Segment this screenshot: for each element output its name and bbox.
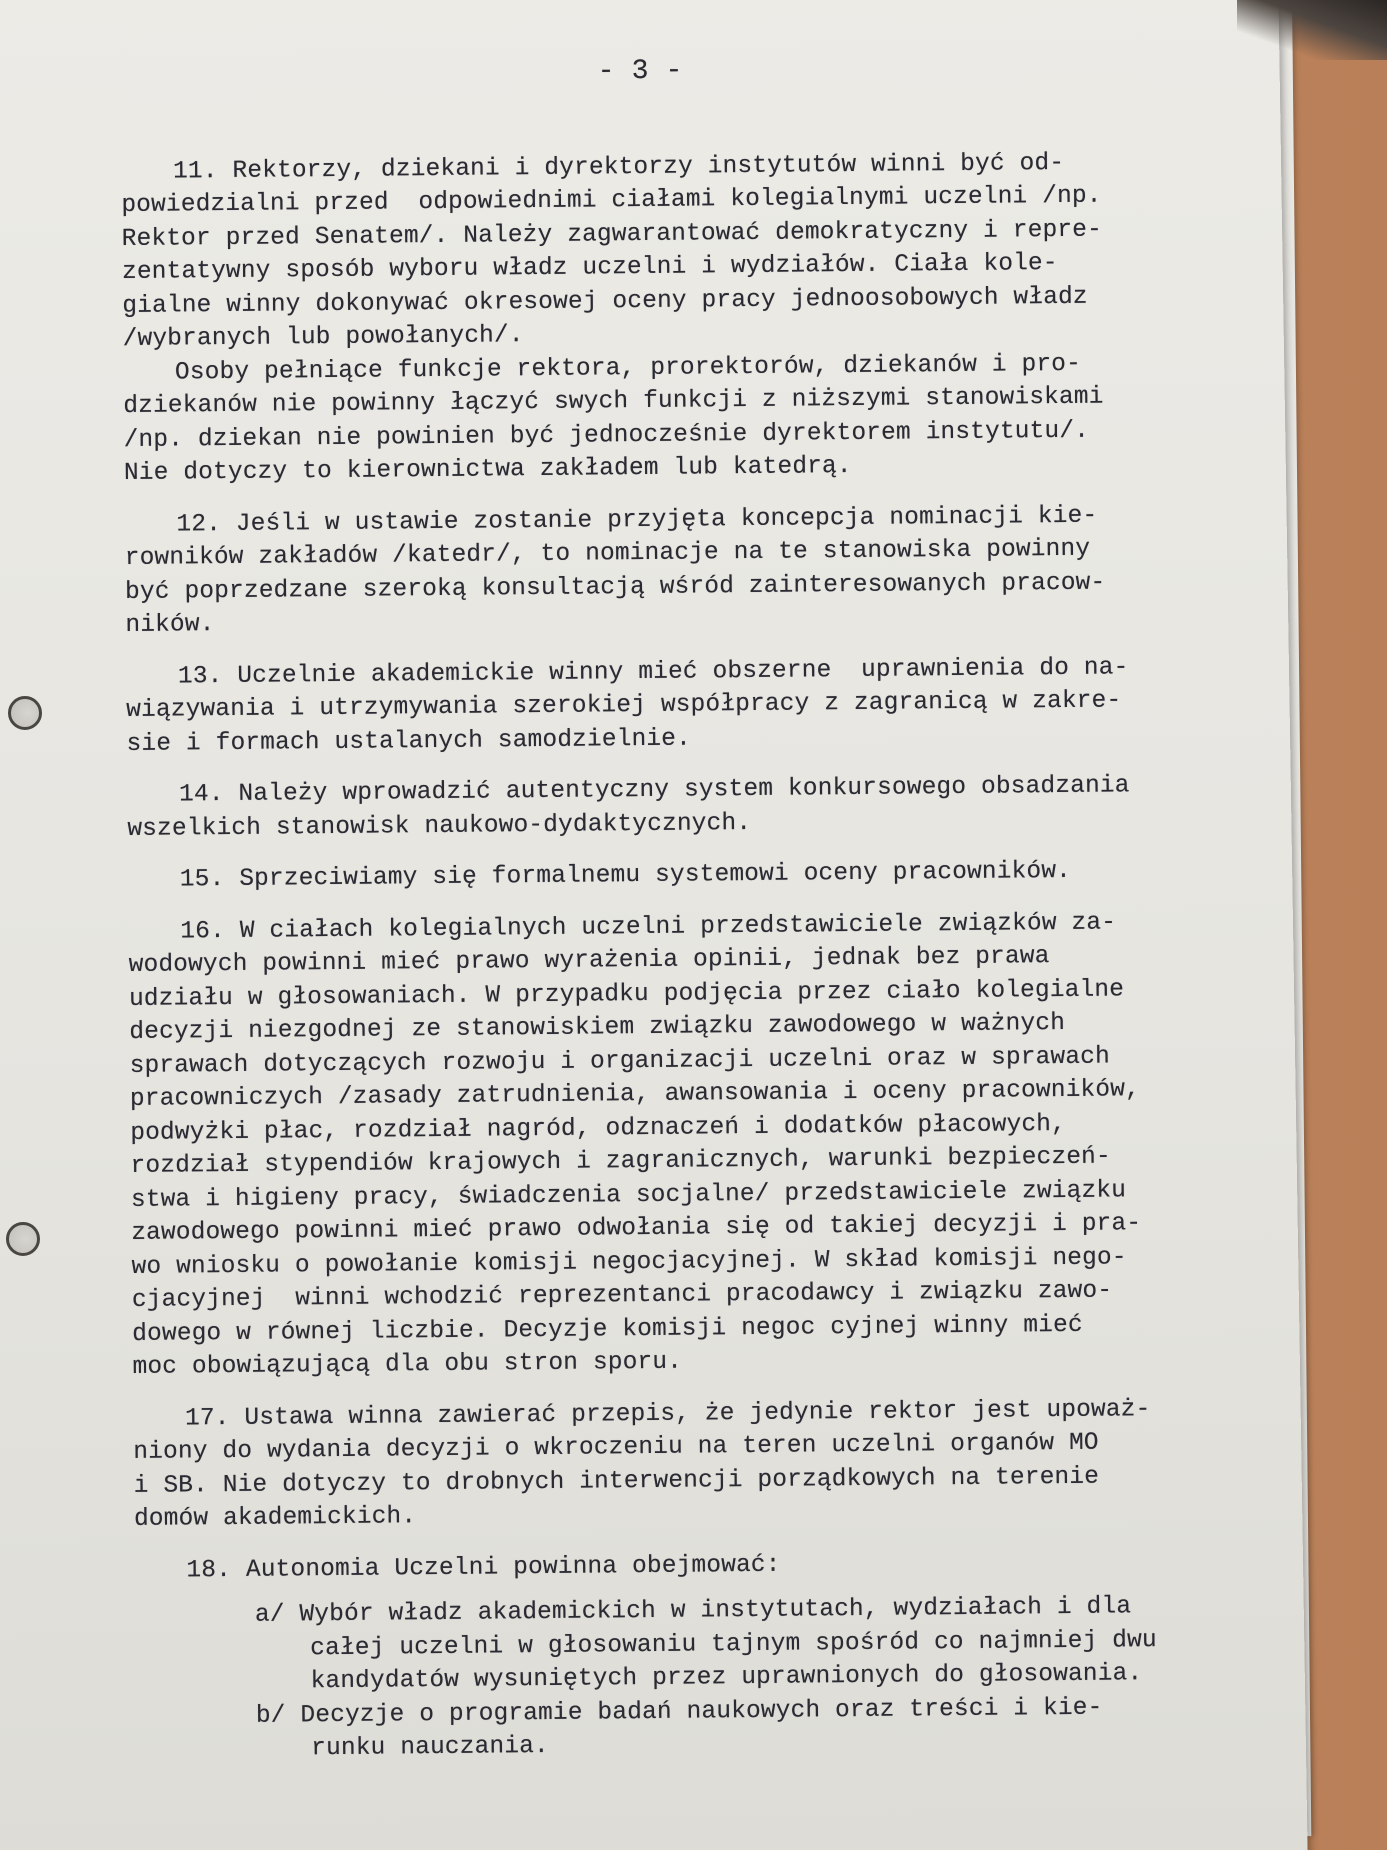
paragraph <box>126 649 1307 761</box>
text-line: 13. Uczelnie akademickie winny mieć obszerne uprawnienia do na- <box>177 653 1129 690</box>
text-line: rowników zakładów /katedr/, to nominacje na te stanowiska powinny <box>124 535 1091 572</box>
text-line: cjacyjnej winni wchodzić reprezentanci pracodawcy i związku zawo- <box>131 1277 1113 1314</box>
text-line: dziekanów nie powinny łączyć swych funkcji z niższymi stanowiskami <box>123 383 1104 420</box>
text-line: kandydatów wysuniętych przez uprawnionych do głosowania. <box>310 1660 1143 1696</box>
paragraph <box>128 853 1308 898</box>
typewritten-text <box>120 49 1316 1768</box>
text-line: wodowych powinni mieć prawo wyrażenia opinii, jednak bez prawa <box>128 943 1050 979</box>
paragraph <box>127 768 1308 846</box>
text-line: i SB. Nie dotyczy to drobnych interwencji porządkowych na terenie <box>133 1463 1100 1500</box>
paragraph-list <box>121 144 1315 1588</box>
text-line: a/ Wybór władz akademickich w instytutach, wydziałach i dla <box>254 1593 1132 1629</box>
punch-hole-icon <box>6 1222 40 1256</box>
text-line: wo wniosku o powołanie komisji negocjacyjnej. W skład komisji nego- <box>131 1243 1127 1281</box>
text-line: Nie dotyczy to kierownictwa zakładem lub katedrą. <box>123 452 852 487</box>
text-line: podwyżki płac, rozdział nagród, odznaczeń i dodatków płacowych, <box>130 1110 1067 1147</box>
text-line: 18. Autonomia Uczelni powinna obejmować: <box>186 1551 781 1584</box>
text-line: powiedzialni przed odpowiednimi ciałami kolegialnymi uczelni /np. <box>121 182 1102 219</box>
subitem-list <box>135 1589 1317 1768</box>
text-line: 17. Ustawa winna zawierać przepis, że jedynie rektor jest upoważ- <box>184 1395 1151 1432</box>
text-line: całej uczelni w głosowaniu tajnym spośród co najmniej dwu <box>310 1626 1157 1662</box>
paragraph <box>128 904 1312 1384</box>
text-line: 16. W ciałach kolegialnych uczelni przedstawiciele związków za- <box>180 908 1117 945</box>
text-line: pracowniczych /zasady zatrudnienia, awansowania i oceny pracowników, <box>129 1076 1141 1113</box>
paragraph <box>124 497 1305 642</box>
text-line: Rektor przed Senatem/. Należy zagwarantować demokratyczny i repre- <box>121 216 1103 253</box>
page-number: - 3 - <box>597 55 683 88</box>
text-line: moc obowiązującą dla obu stron sporu. <box>132 1348 683 1381</box>
text-line: 11. Rektorzy, dziekani i dyrektorzy instytutów winni być od- <box>172 149 1065 185</box>
text-line: sprawach dotyczących rozwoju i organizacji uczelni oraz w sprawach <box>129 1043 1111 1080</box>
text-line: b/ Decyzje o programie badań naukowych oraz treści i kie- <box>255 1694 1103 1730</box>
text-line: rozdział stypendiów krajowych i zagranicznych, warunki bezpieczeń- <box>130 1143 1111 1180</box>
text-line: domów akademickich. <box>133 1503 417 1533</box>
text-line: 12. Jeśli w ustawie zostanie przyjęta koncepcja nominacji kie- <box>176 502 1098 538</box>
text-line: Osoby pełniące funkcje rektora, prorektorów, dziekanów i pro- <box>174 350 1082 386</box>
text-line: runku nauczania. <box>311 1732 549 1763</box>
text-line: wiązywania i utrzymywania szerokiej współpracy z zagranicą w zakre- <box>126 687 1122 724</box>
text-line: udziału w głosowaniach. W przypadku podjęcia przez ciało kolegialne <box>128 975 1125 1013</box>
text-line: zentatywny sposób wyboru władz uczelni i wydziałów. Ciała kole- <box>121 250 1058 286</box>
paragraph <box>133 1391 1314 1536</box>
text-line: gialne winny dokonywać okresowej oceny pracy jednoosobowych władz <box>122 283 1088 320</box>
text-line: /np. dziekan nie powinien być jednocześnie dyrektorem instytutu/. <box>123 417 1090 454</box>
text-line: sie i formach ustalanych samodzielnie. <box>126 725 692 758</box>
text-line: ników. <box>125 611 215 639</box>
text-line: /wybranych lub powołanych/. <box>122 322 524 353</box>
text-line: zawodowego powinni mieć prawo odwołania się od takiej decyzji i pra- <box>131 1210 1142 1247</box>
text-line: stwa i higieny pracy, świadczenia socjalne/ przedstawiciele związku <box>130 1176 1127 1214</box>
paragraph <box>134 1543 1314 1588</box>
text-line: być poprzedzane szeroką konsultacją wśród zainteresowanych pracow- <box>124 569 1106 606</box>
sub-item <box>135 1589 1316 1701</box>
sub-item <box>136 1689 1317 1767</box>
text-line: 14. Należy wprowadzić autentyczny system konkursowego obsadzania <box>178 772 1130 809</box>
text-line: 15. Sprzeciwiamy się formalnemu systemowi oceny pracowników. <box>179 857 1072 894</box>
text-line: niony do wydania decyzji o wkroczeniu na teren uczelni organów MO <box>133 1429 1099 1466</box>
text-line: decyzji niezgodnej ze stanowiskiem związku zawodowego w ważnych <box>129 1009 1066 1046</box>
paragraph <box>121 144 1304 490</box>
punch-hole-icon <box>8 696 42 730</box>
text-line: wszelkich stanowisk naukowo-dydaktycznych. <box>127 809 752 843</box>
text-line: dowego w równej liczbie. Decyzje komisji negoc cyjnej winny mieć <box>132 1311 1083 1348</box>
